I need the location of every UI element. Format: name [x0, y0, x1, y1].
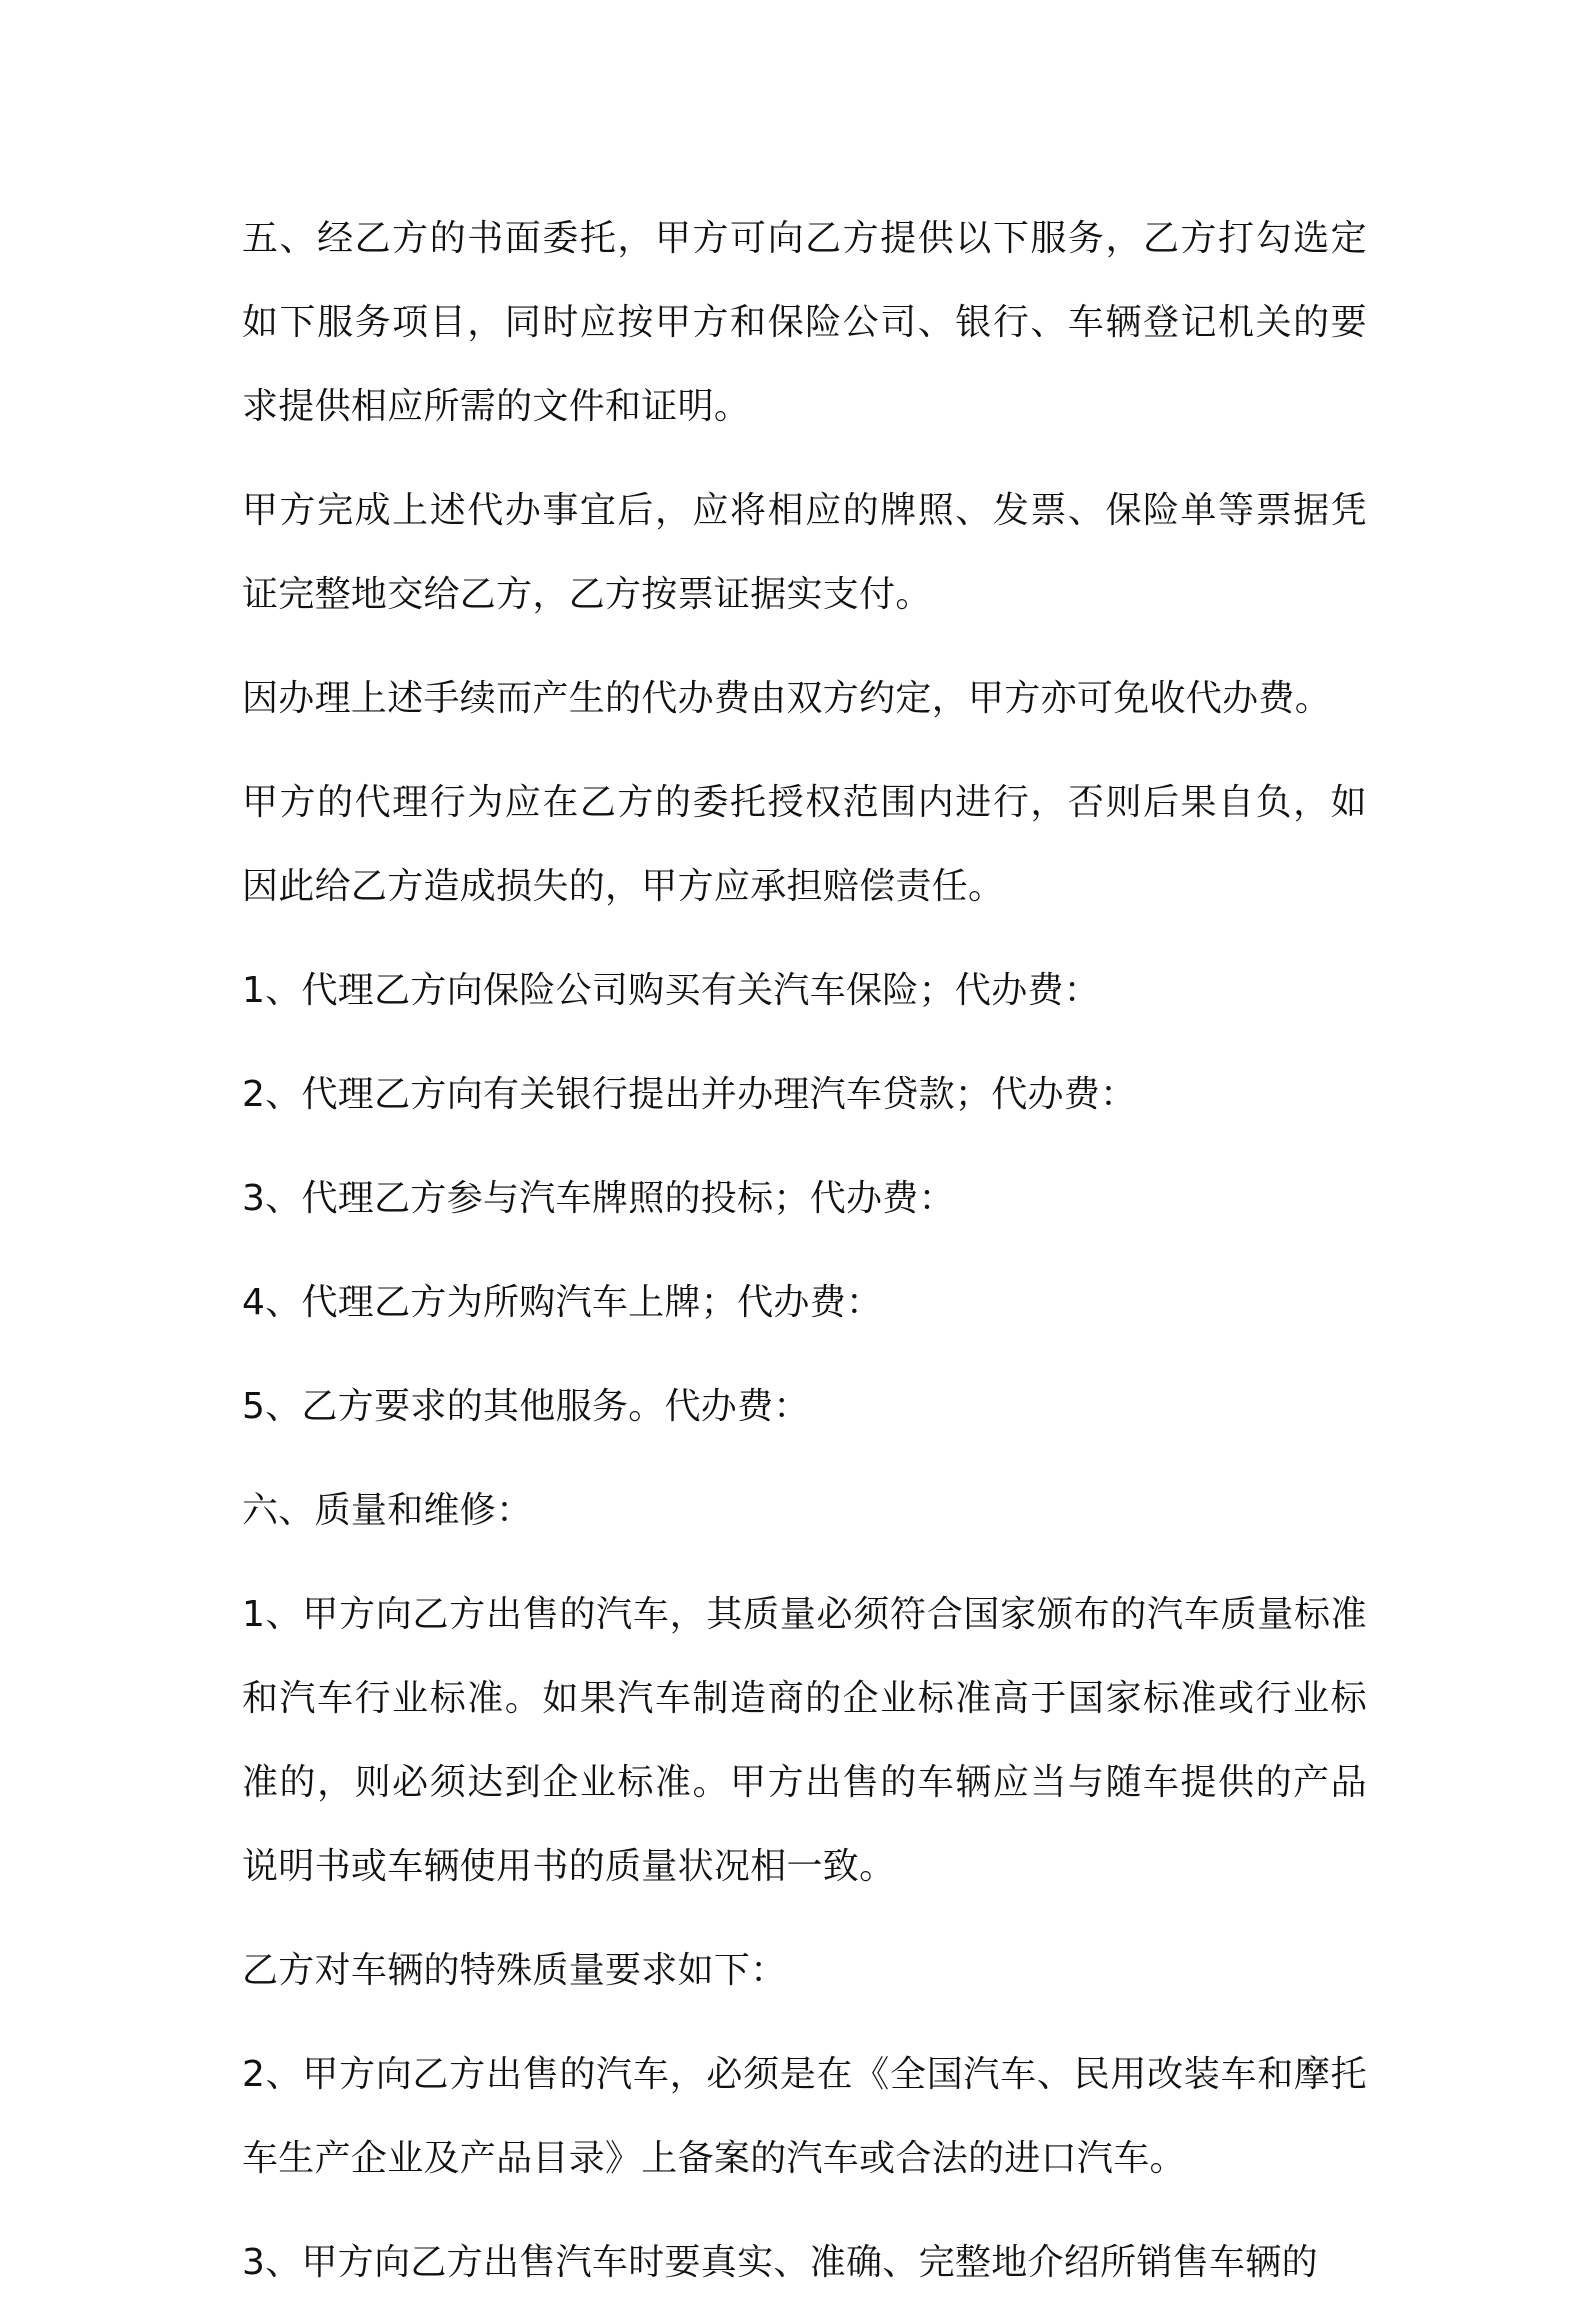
- section-heading-quality: 六、质量和维修：: [242, 1490, 533, 1531]
- list-item-insurance: 1、代理乙方向保险公司购买有关汽车保险；代办费：: [242, 970, 1101, 1011]
- list-item-other-services: 5、乙方要求的其他服务。代办费：: [242, 1386, 810, 1427]
- list-item-registration: 4、代理乙方为所购汽车上牌；代办费：: [242, 1282, 883, 1323]
- paragraph-special-requirements: 乙方对车辆的特殊质量要求如下：: [242, 1950, 787, 1991]
- paragraph-quality-standards: 1、甲方向乙方出售的汽车，其质量必须符合国家颁布的汽车质量标准和汽车行业标准。如果汽车制造商的企业标准高于国家标准或行业标准的，则必须达到企业标准。甲方出售的车辆应当与随车提供的产品说明书或车辆使用书的质量状况相一致。: [242, 1594, 1367, 1887]
- paragraph-agency-fee: 因办理上述手续而产生的代办费由双方约定，甲方亦可免收代办费。: [242, 678, 1332, 719]
- list-item-loan: 2、代理乙方向有关银行提出并办理汽车贷款；代办费：: [242, 1074, 1137, 1115]
- paragraph-section-5-intro: 五、经乙方的书面委托，甲方可向乙方提供以下服务，乙方打勾选定如下服务项目，同时应按甲方和保险公司、银行、车辆登记机关的要求提供相应所需的文件和证明。: [242, 218, 1367, 427]
- paragraph-agency-scope: 甲方的代理行为应在乙方的委托授权范围内进行，否则后果自负，如因此给乙方造成损失的，甲方应承担赔偿责任。: [242, 782, 1367, 907]
- paragraph-truthful-introduction: 3、甲方向乙方出售汽车时要真实、准确、完整地介绍所销售车辆的: [242, 2242, 1318, 2283]
- paragraph-catalog-registration: 2、甲方向乙方出售的汽车，必须是在《全国汽车、民用改装车和摩托车生产企业及产品目录》上备案的汽车或合法的进口汽车。: [242, 2054, 1367, 2179]
- list-item-plate-bidding: 3、代理乙方参与汽车牌照的投标；代办费：: [242, 1178, 955, 1219]
- document-body: [242, 197, 1367, 2305]
- paragraph-documents-delivery: 甲方完成上述代办事宜后，应将相应的牌照、发票、保险单等票据凭证完整地交给乙方，乙方按票证据实支付。: [242, 490, 1367, 615]
